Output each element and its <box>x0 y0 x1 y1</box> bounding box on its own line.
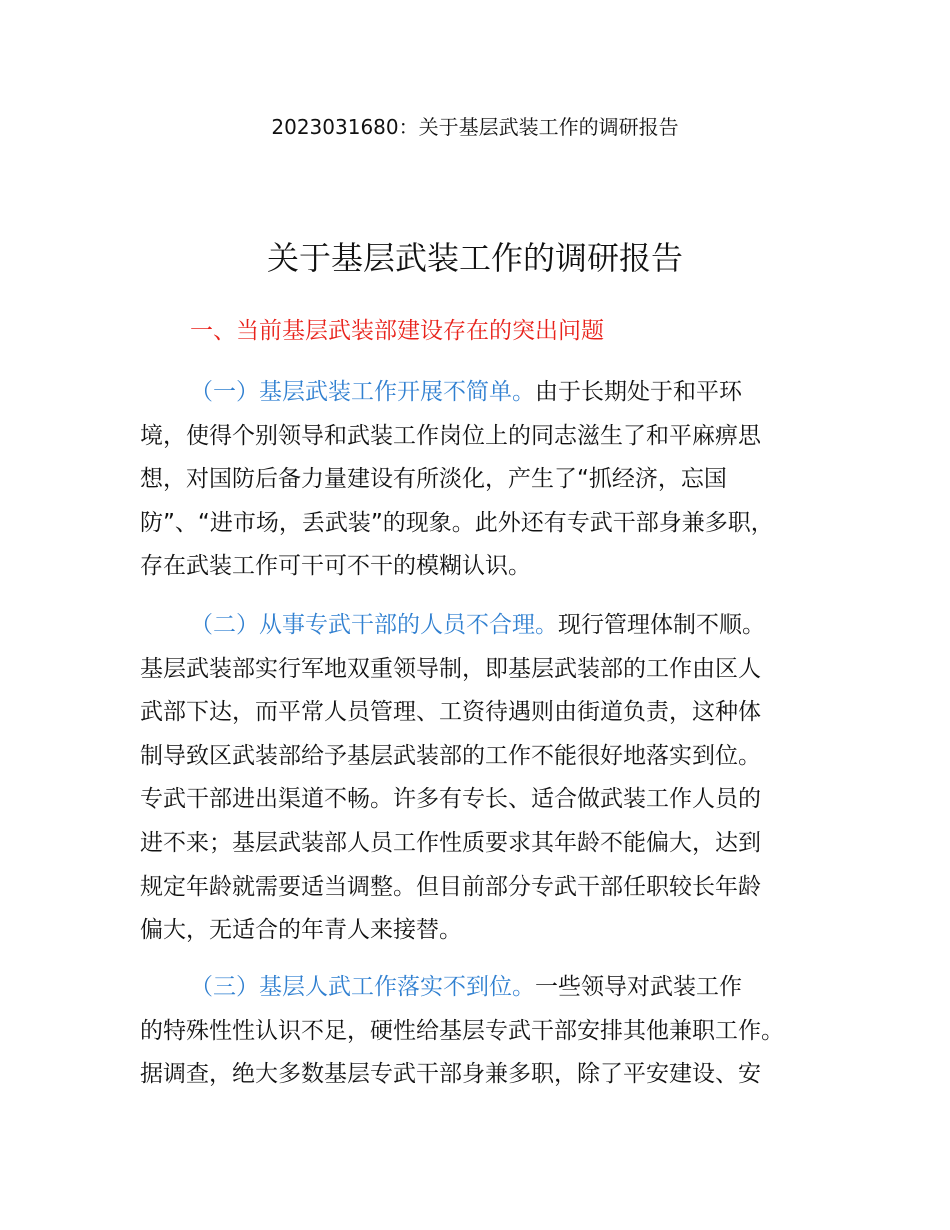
paragraph-line: 制导致区武装部给予基层武装部的工作不能很好地落实到位。 <box>140 742 761 769</box>
paragraph-text: 一些领导对武装工作 <box>535 974 742 1000</box>
document-header-line: 2023031680：关于基层武装工作的调研报告 <box>271 115 679 139</box>
paragraph-line: 专武干部进出渠道不畅。许多有专长、适合做武装工作人员的 <box>140 786 761 813</box>
paragraph-line: 武部下达，而平常人员管理、工资待遇则由街道负责，这种体 <box>140 699 761 726</box>
paragraph-line: 存在武装工作可干可不干的模糊认识。 <box>140 553 531 580</box>
paragraph-line <box>140 966 820 1010</box>
paragraph-line: 的特殊性性认识不足，硬性给基层专武干部安排其他兼职工作。 <box>140 1017 784 1044</box>
paragraph-line: 进不来；基层武装部人员工作性质要求其年龄不能偏大，达到 <box>140 829 761 856</box>
paragraph-line: 基层武装部实行军地双重领导制，即基层武装部的工作由区人 <box>140 655 761 682</box>
paragraph-2 <box>140 604 820 953</box>
paragraph-line: 据调查，绝大多数基层专武干部身兼多职，除了平安建设、安 <box>140 1061 761 1088</box>
paragraph-text: 由于长期处于和平环 <box>535 379 742 405</box>
paragraph-text: 现行管理体制不顺。 <box>558 612 765 638</box>
paragraph-heading: （三）基层人武工作落实不到位。 <box>190 974 535 1000</box>
paragraph-line: 境，使得个别领导和武装工作岗位上的同志滋生了和平麻痹思 <box>140 422 761 449</box>
paragraph-line <box>140 371 820 415</box>
paragraph-heading: （一）基层武装工作开展不简单。 <box>190 379 535 405</box>
paragraph-3 <box>140 966 820 1097</box>
paragraph-line: 规定年龄就需要适当调整。但目前部分专武干部任职较长年龄 <box>140 873 761 900</box>
paragraph-line: 偏大，无适合的年青人来接替。 <box>140 917 462 944</box>
paragraph-line <box>140 604 820 648</box>
section-heading: 一、当前基层武装部建设存在的突出问题 <box>190 318 604 344</box>
paragraph-line: 防”、“进市场，丢武装”的现象。此外还有专武干部身兼多职， <box>140 509 774 536</box>
paragraph-1 <box>140 371 820 589</box>
paragraph-line: 想，对国防后备力量建设有所淡化，产生了“抓经济，忘国 <box>140 466 727 493</box>
document-title: 关于基层武装工作的调研报告 <box>266 239 683 277</box>
paragraph-heading: （二）从事专武干部的人员不合理。 <box>190 612 558 638</box>
